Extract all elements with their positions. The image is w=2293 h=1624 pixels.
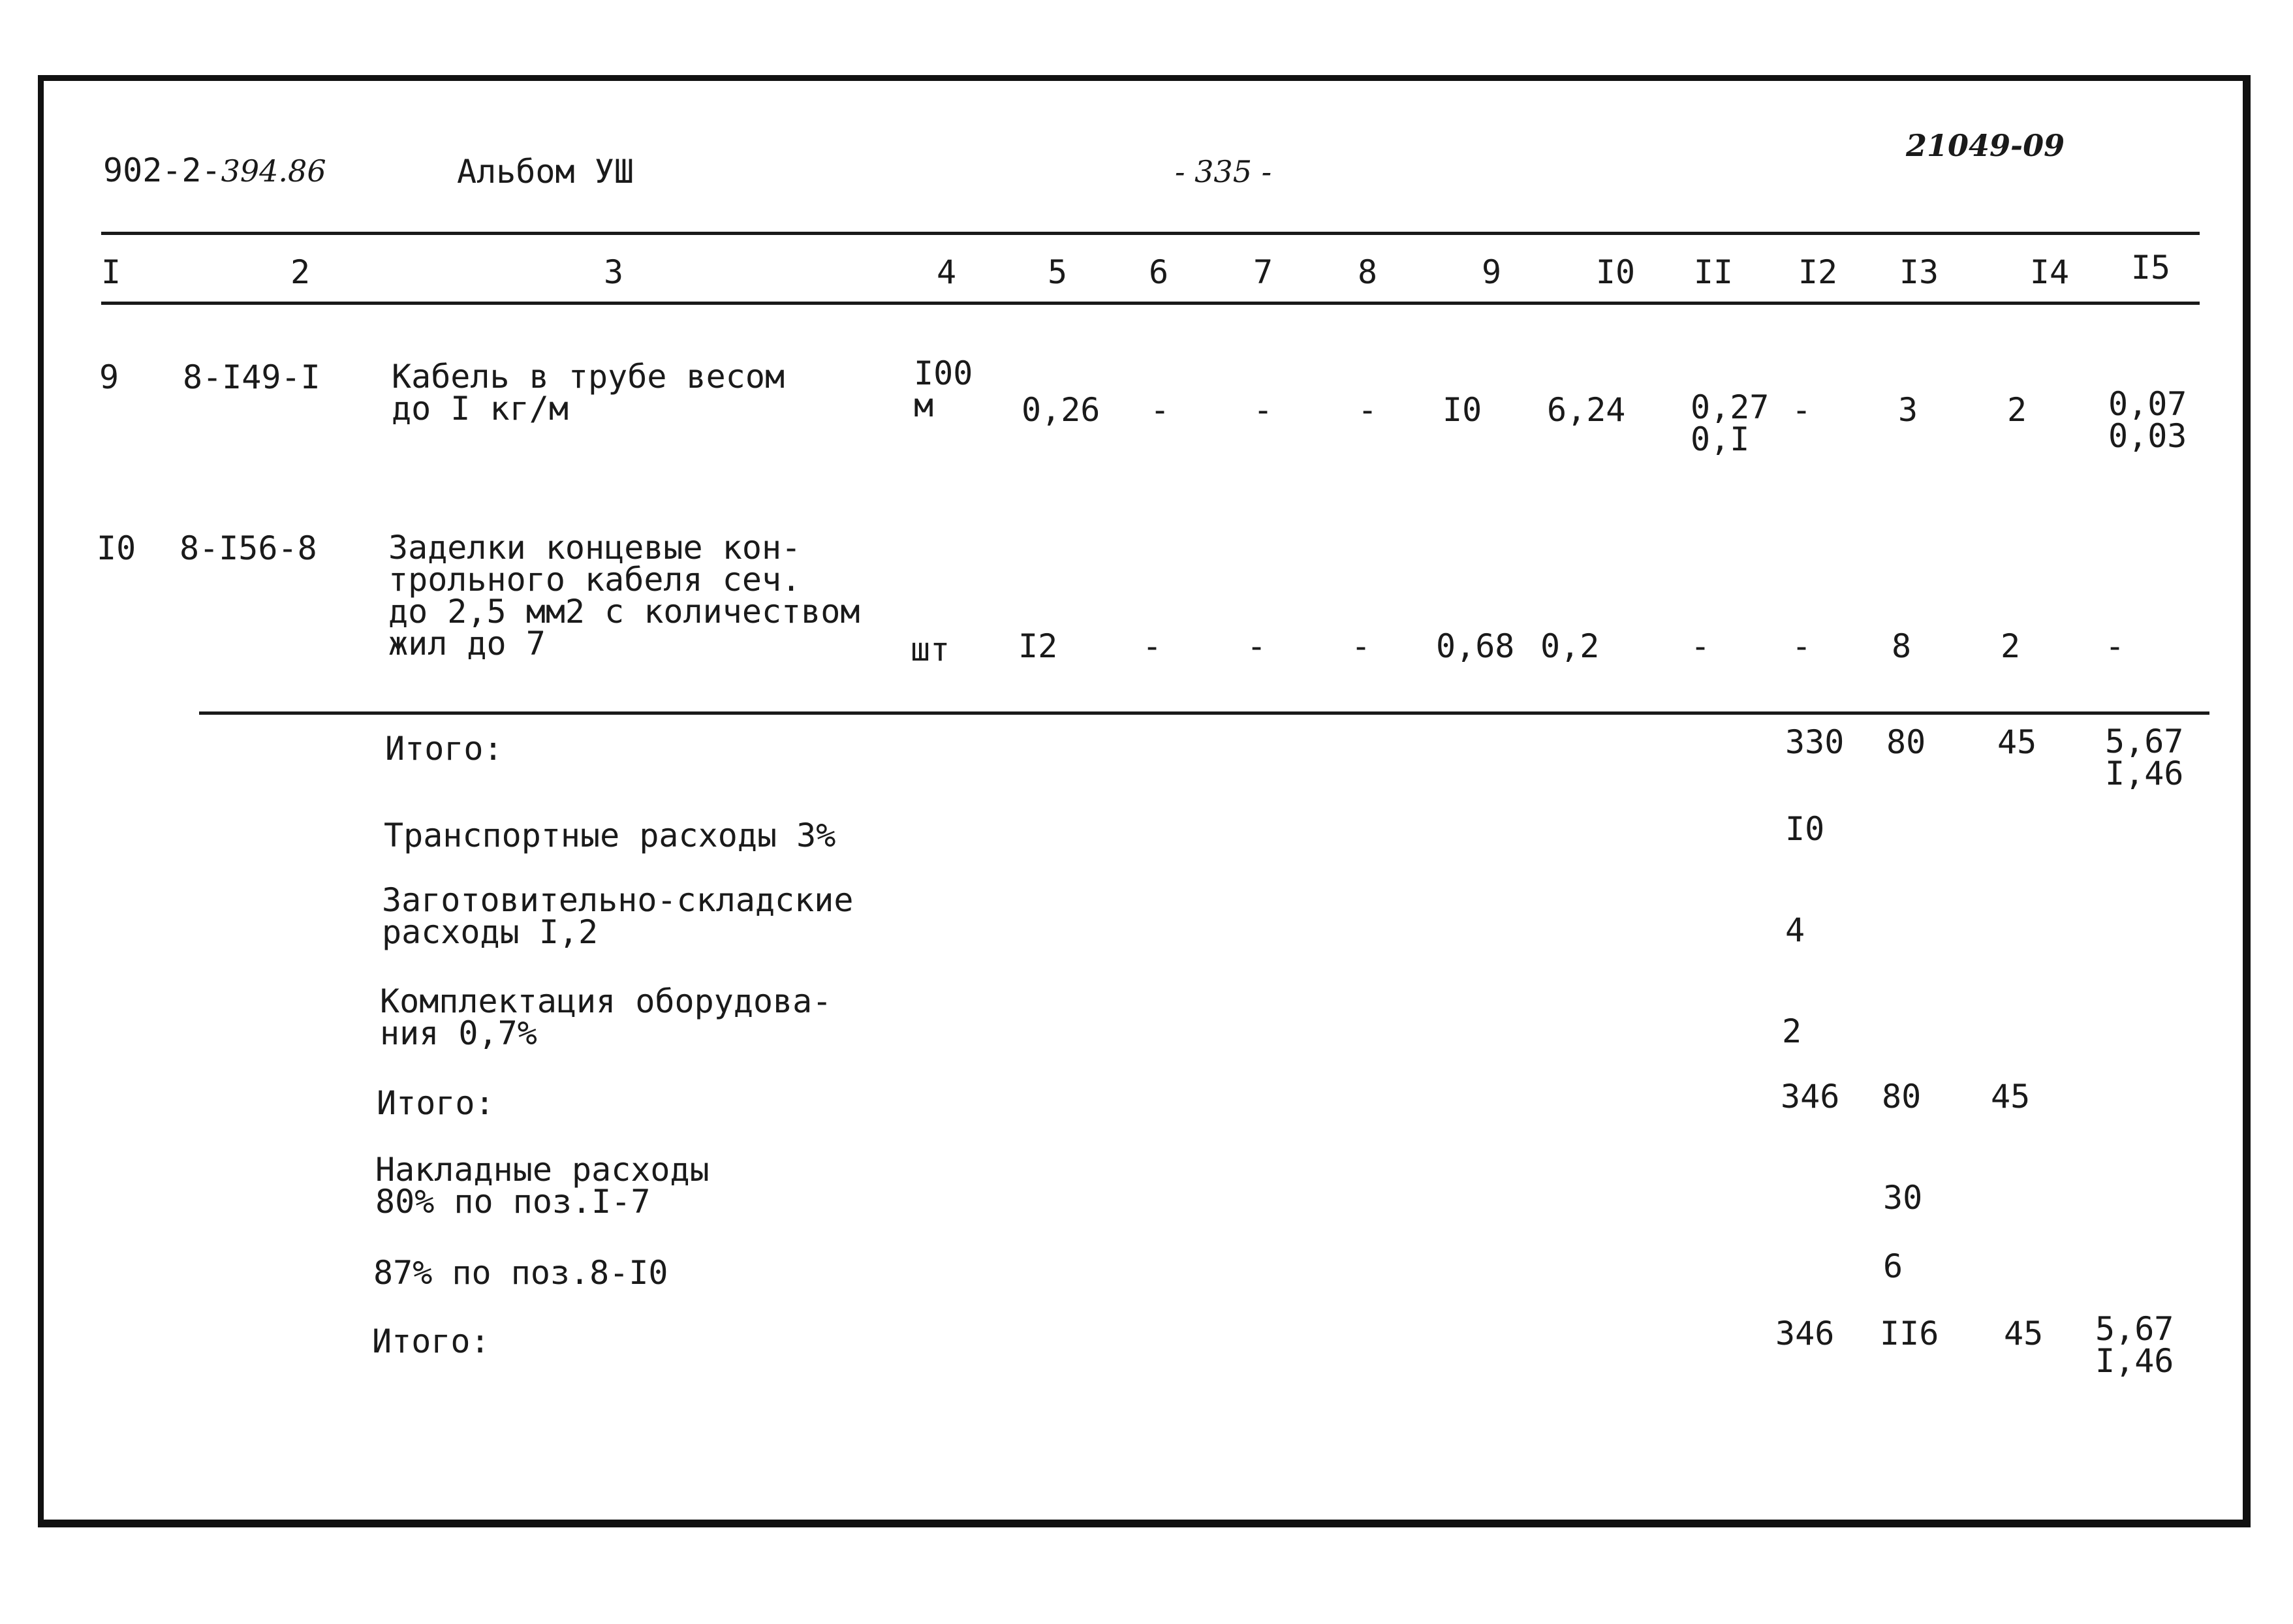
cell-c11: 0,27 0,I (1691, 388, 1770, 458)
summary-c15: 5,67 I,46 (2105, 723, 2184, 792)
row-number: I0 (97, 529, 136, 567)
summary-c12: 4 (1785, 911, 1805, 949)
column-header: 6 (1148, 253, 1169, 291)
summary-label: Заготовительно-складские расходы I,2 (382, 881, 854, 951)
cell-c8: - (1351, 627, 1371, 665)
header-rule-top (101, 232, 2200, 235)
cell-c5: 0,26 (1022, 391, 1100, 429)
page-frame (38, 75, 2251, 1527)
summary-label: 87% по поз.8-I0 (373, 1254, 668, 1292)
summary-label: Итого: (385, 730, 503, 768)
column-header: I (101, 253, 121, 291)
header-rule-bottom (101, 302, 2200, 305)
cell-c5: I2 (1018, 627, 1058, 665)
summary-label: Транспортные расходы 3% (384, 817, 836, 854)
summary-c14: 45 (2004, 1315, 2044, 1352)
summary-c12: I0 (1785, 810, 1825, 848)
cell-c15: - (2105, 627, 2125, 665)
summary-c14: 45 (1991, 1078, 2031, 1116)
summary-label: Итого: (372, 1322, 490, 1360)
column-header: 8 (1357, 253, 1378, 291)
summary-c12: 346 (1775, 1315, 1835, 1352)
cell-c9: 0,68 (1436, 627, 1515, 665)
column-header: I4 (2029, 253, 2070, 291)
column-header: 9 (1481, 253, 1502, 291)
cell-c6: - (1150, 391, 1170, 429)
cell-c12: - (1792, 391, 1812, 429)
column-header: 3 (603, 253, 624, 291)
cell-c6: - (1142, 627, 1162, 665)
cell-c15: 0,07 0,03 (2108, 385, 2187, 455)
summary-c12: 330 (1785, 723, 1845, 761)
column-header: 7 (1253, 253, 1273, 291)
totals-rule (199, 711, 2209, 715)
column-header: I5 (2130, 249, 2171, 287)
cell-c10: 6,24 (1547, 391, 1626, 429)
album-title: Альбом УШ (457, 153, 634, 191)
summary-label: Комплектация оборудова- ния 0,7% (380, 982, 832, 1052)
summary-c13: 80 (1882, 1078, 1922, 1116)
column-header: 4 (936, 253, 957, 291)
column-header: I2 (1798, 253, 1838, 291)
cell-c7: - (1253, 391, 1273, 429)
cell-c12: - (1792, 627, 1812, 665)
page-number: - 335 - (1175, 154, 1272, 189)
cell-c11: - (1691, 627, 1711, 665)
column-header: I0 (1595, 253, 1636, 291)
cell-c14: 2 (2007, 391, 2027, 429)
column-header: 5 (1047, 253, 1068, 291)
row-number: 9 (99, 358, 119, 396)
cell-c13: 8 (1892, 627, 1912, 665)
summary-c13: 30 (1883, 1179, 1923, 1217)
row-unit: шт (911, 631, 950, 668)
column-header: I3 (1899, 253, 1939, 291)
summary-c12: 346 (1781, 1078, 1840, 1116)
summary-c13: 6 (1883, 1247, 1903, 1285)
summary-label: Накладные расходы 80% по поз.I-7 (375, 1151, 710, 1221)
cell-c13: 3 (1898, 391, 1918, 429)
cell-c8: - (1358, 391, 1378, 429)
row-code: 8-I49-I (183, 358, 320, 396)
document-id: 21049-09 (1906, 128, 2065, 163)
cell-c9: I0 (1443, 391, 1482, 429)
summary-c13: 80 (1886, 723, 1926, 761)
summary-c14: 45 (1997, 723, 2037, 761)
cell-c7: - (1247, 627, 1267, 665)
row-code: 8-I56-8 (179, 529, 317, 567)
cell-c14: 2 (2001, 627, 2021, 665)
row-unit: I00 м (914, 354, 973, 424)
summary-label: Итого: (377, 1084, 495, 1122)
column-header: 2 (290, 253, 311, 291)
summary-c12: 2 (1782, 1012, 1802, 1050)
document-code: 902-2-394.86 (103, 151, 326, 189)
row-description: Кабель в трубе весом до I кг/м (392, 358, 785, 428)
summary-c13: II6 (1880, 1315, 1939, 1352)
row-description: Заделки концевые кон- трольного кабеля сеч. до 2,5 мм2 с количеством жил до 7 (388, 529, 860, 663)
column-header: II (1693, 253, 1734, 291)
cell-c10: 0,2 (1540, 627, 1600, 665)
summary-c15: 5,67 I,46 (2095, 1310, 2174, 1380)
